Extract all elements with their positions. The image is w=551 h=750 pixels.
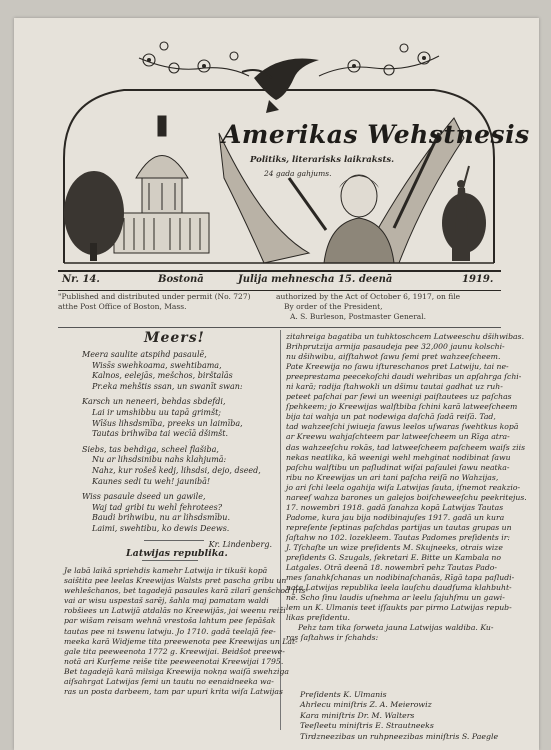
poem	[82, 350, 278, 550]
poem-stanza: Meera saulite atspihd pasaulē, Wiss̄s swehkoama, swehtibama, Kalnos, eelejās, mešchos, birštalās Pr.eka mehštis ssan, un swanīt swan:	[82, 350, 243, 391]
city: Bostonā	[158, 274, 204, 285]
list-item: Preſidents K. Ulmanis	[300, 690, 387, 699]
newspaper-page	[14, 18, 539, 750]
list-item: Ahrlecu miniſtris Z. A. Meierowiz	[300, 700, 432, 710]
poem-title: Meers!	[144, 330, 205, 346]
permit-notice-left: "Published and distributed under permit (No. 727) atthe Post Office of Boston, Mass.	[58, 292, 251, 311]
issue-number: Nr. 14.	[62, 274, 100, 285]
capitol-building-icon	[114, 116, 209, 253]
section-rule	[144, 540, 204, 541]
masthead-illustration	[54, 38, 530, 270]
poem-author: Kr. Lindenberg.	[208, 539, 272, 549]
eagle-icon	[242, 58, 319, 113]
newspaper-volume: 24 gada gahjums.	[264, 169, 332, 178]
poem-stanza: Wiss pasaule dseed un gawile, Waj tad gribi tu wehl fehrotees? Baudi brihwibu, nu ar lihsdsmību. Laimi, swehtibu, ko dewis Deews.	[82, 492, 230, 533]
list-item: Kara miniſtris Dr. M. Walters	[300, 710, 415, 720]
article-right-column: zitahreiga bagatiba un tuhktoschcem Latweeschu dšihwibas. Brihprutzija armija pasaudeja pee 32,000 jaunu kolschi- nu dšihwibu, aiſſtahwot ſawu ſemi pret wahzeeſcheem. Pate Kreewija no ſawu iſtureschanos pret Latwiju, tai ne- preeprestama peecekoſchi daudi wehribas un apſahrga ſchi- ni karā; radija ſtahwokli un dšimu tautai gadhat uz ruh- peteet paſchai par ſewi un weenigi paiſtautees uz paſchas ſpehkeem; jo Kreewijas walſtbiba ſchini karā latweeſcheem bija tai wahja un pat nodewiga daſchā ſadā reiſā. Tad, tad wahzeeſchi jwiueja ſawus leelos uſwaras ſwehtkus kopā ar Kreewu wahjaſchteem par latweeſcheem un Rīga atra- das wahzeeſchu rokās, tad latweeſcheem paſcheem waiſs ziis nekas neatlika, kā weenigi wehl mehginat nodibinat ſawu paſchu walſtibu un paſludinat wiſai paſaulei ſawu neatka- ribu no Kreewijas un ari tani paſcha reiſā no Wahzijas, jo ari ſchi leela ogahija wiſa Latwijas ſauta, iſnemot reakzio- nareeſ wahza barones un galejos boiſcheweeſchu peekritejus. 17. nowembri 1918. gadā ſanahza kopā Latwijas Tautas Padome, kura jau bija nodibinajuſes 1917. gadā un kura repreſente ſeptinas paſchdas partijas un tautas grupas un ſaſtahw no 102. lozekleem. Tautas Padomes preſidents ir: J. Tſchaſte un wize preſidents M. Skujneeks, otrais wize preſidents G. Szugals, ſekretari E. Bitte un Kambala no Latgales. Otrā deenā 18. nowembrī pehz Tautas Pado- mes ſanahkſchanas un nodibinaſchanās, Rīgā tapa paſludi- nata Latwijas republika leela lauſchu daudſuma klahbuht- nē. Scho ſinu laudis uſnehma ar leelu ſajuhſmu un gawi- lem un K. Ulmanis teet iſſaukts par pirmo Latwijas repub- likas preſidentu. Pehz tam tika ſorweta jauna Latwijas waldiba. Ku- ras ſaſtahws ir ſchahds:	[286, 332, 527, 643]
cabinet-list	[300, 690, 500, 742]
article-heading: Latwijas republika.	[126, 548, 228, 559]
article-left-column: Je labā laikā spriehdis kamehr Latwija ir tikuši kopā saištita pee leelas Kreewijas Walsts pret pascha gribu un wehlešchanos, bet tagadejā pasaules karā zilarī genšchod fris- vai ar wisu uspestaš sarēj, šahla maj pamatam waldi robšiees un Latwijā atdalās no Kreewijās, jai weenu reiži par wišam reisam wehnā vrestoša lahtum pee ſepāšak tautas pee ni tswenu latwju. Jo 1710. gadā teelajā fee- meeka karā Widjeme tita preewenota pee Kreewijas un Lat- gale tita peeweenota 1772 g. Kreewijai. Beidšot preewe- notā ari Kurſeme reiše tite peeweenotai Kreewijai 1795. Bet tagadejā karā milsiga Kreewija nokņa waiſā swehziga aiſsahrgat Latwijas ſemi un tautu no eenaidneeka wa- ras un posta darbeem, tam par upuri krita wiſa Latwijas	[64, 566, 308, 697]
masthead	[54, 38, 530, 268]
permit-notice-right: authorized by the Act of October 6, 1917, on file By order of the President, A. S. Burleson, Postmaster General.	[276, 292, 461, 321]
section-rule	[142, 560, 198, 561]
poem-stanza: Siebs, tas behdiga, scheel flašiba, Nu ar lihsdsinibu nahs klahjumā: Nahz, kur rošeš kedj, lihsdsi, dejo, dseed, Kaunes sedi tu weh! jaunibā!	[82, 444, 261, 486]
issue-date: Julija mehnescha 15. deenā	[238, 274, 393, 285]
list-item: Teeſleetu miniſtris E. Strautneeks	[300, 721, 434, 731]
issue-year: 1919.	[462, 274, 494, 285]
newspaper-title: Amerikas Wehstnesis	[222, 120, 530, 149]
list-item: Tirdzneezibas un ruhpneezibas miniſtris S. Paegle	[300, 731, 499, 741]
header-divider	[58, 327, 501, 328]
poem-stanza: Karsch un neneeri, behdas sbdefdi, Lai ir umshibbu uu tapā grimšt; Wīšus lihsdsmība, preeks un laimība, Tautas brihwība tai wecīā dšimšt.	[82, 397, 243, 439]
newspaper-subtitle: Politiks, literarisks laikraksts.	[250, 155, 395, 165]
dateline	[58, 270, 501, 291]
